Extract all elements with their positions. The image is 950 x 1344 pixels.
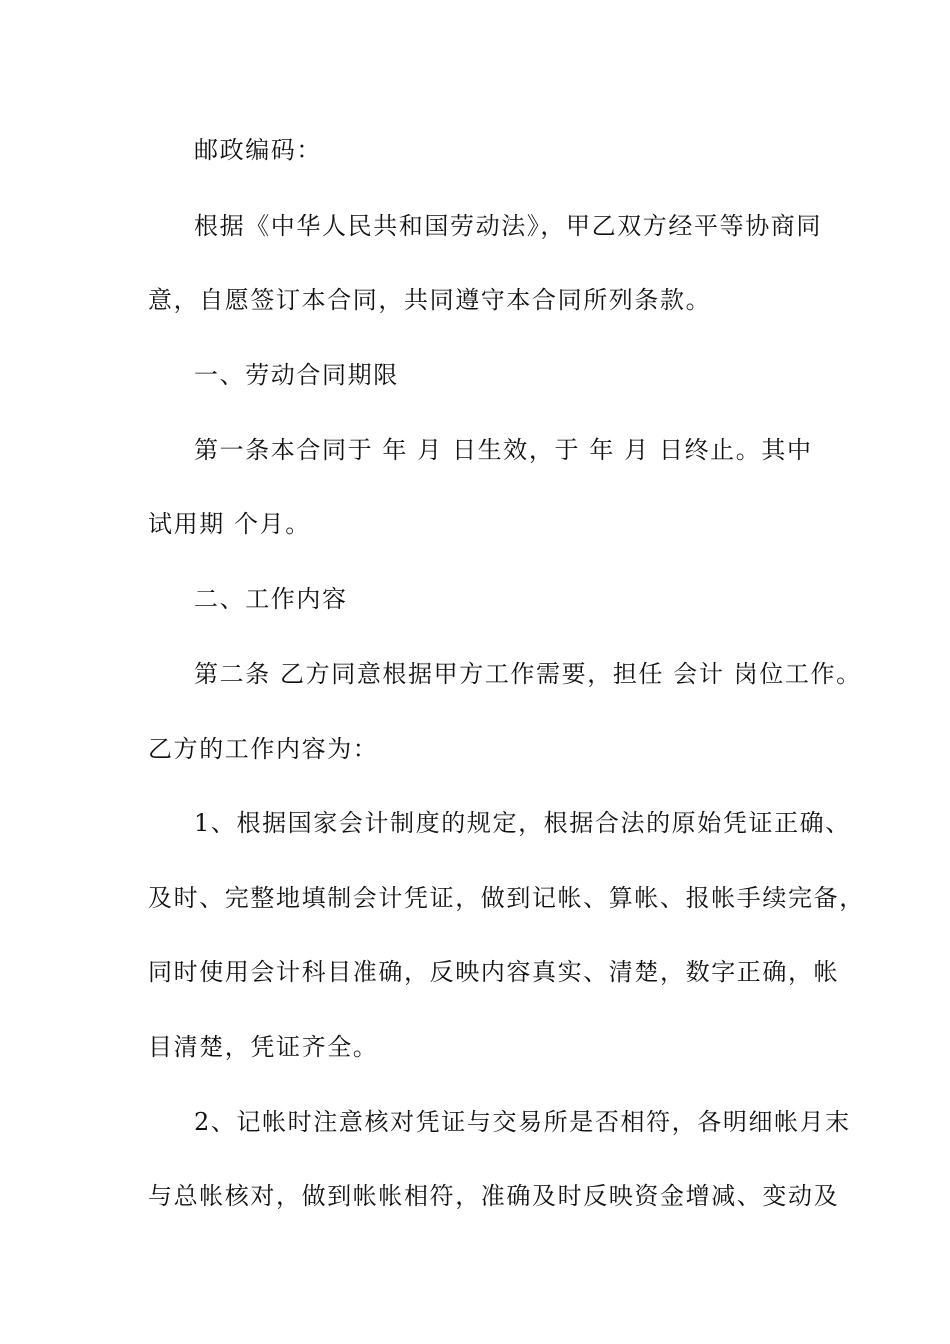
item-1-line: 1、根据国家会计制度的规定，根据合法的原始凭证正确、 bbox=[194, 809, 851, 837]
postal-code-label: 邮政编码： bbox=[194, 136, 322, 164]
paragraph-line: 根据《中华人民共和国劳动法》，甲乙双方经平等协商同 bbox=[194, 212, 822, 240]
item-2-line: 2、记帐时注意核对凭证与交易所是否相符，各明细帐月末 bbox=[194, 1108, 851, 1136]
item-1-line: 及时、完整地填制会计凭证，做到记帐、算帐、报帐手续完备， bbox=[148, 884, 865, 912]
article-1-line: 试用期 个月。 bbox=[148, 510, 311, 538]
item-1-line: 目清楚，凭证齐全。 bbox=[148, 1033, 379, 1061]
section-heading-term: 一、劳动合同期限 bbox=[194, 361, 399, 389]
item-2-line: 与总帐核对，做到帐帐相符，准确及时反映资金增减、变动及 bbox=[148, 1182, 840, 1210]
article-2-line: 乙方的工作内容为： bbox=[148, 735, 379, 763]
item-1-line: 同时使用会计科目准确，反映内容真实、清楚，数字正确，帐 bbox=[148, 958, 840, 986]
section-heading-work: 二、工作内容 bbox=[194, 585, 348, 613]
paragraph-line: 意，自愿签订本合同，共同遵守本合同所列条款。 bbox=[148, 286, 712, 314]
article-2-line: 第二条 乙方同意根据甲方工作需要，担任 会计 岗位工作。 bbox=[194, 660, 862, 688]
article-1-line: 第一条本合同于 年 月 日生效，于 年 月 日终止。其中 bbox=[194, 436, 813, 464]
